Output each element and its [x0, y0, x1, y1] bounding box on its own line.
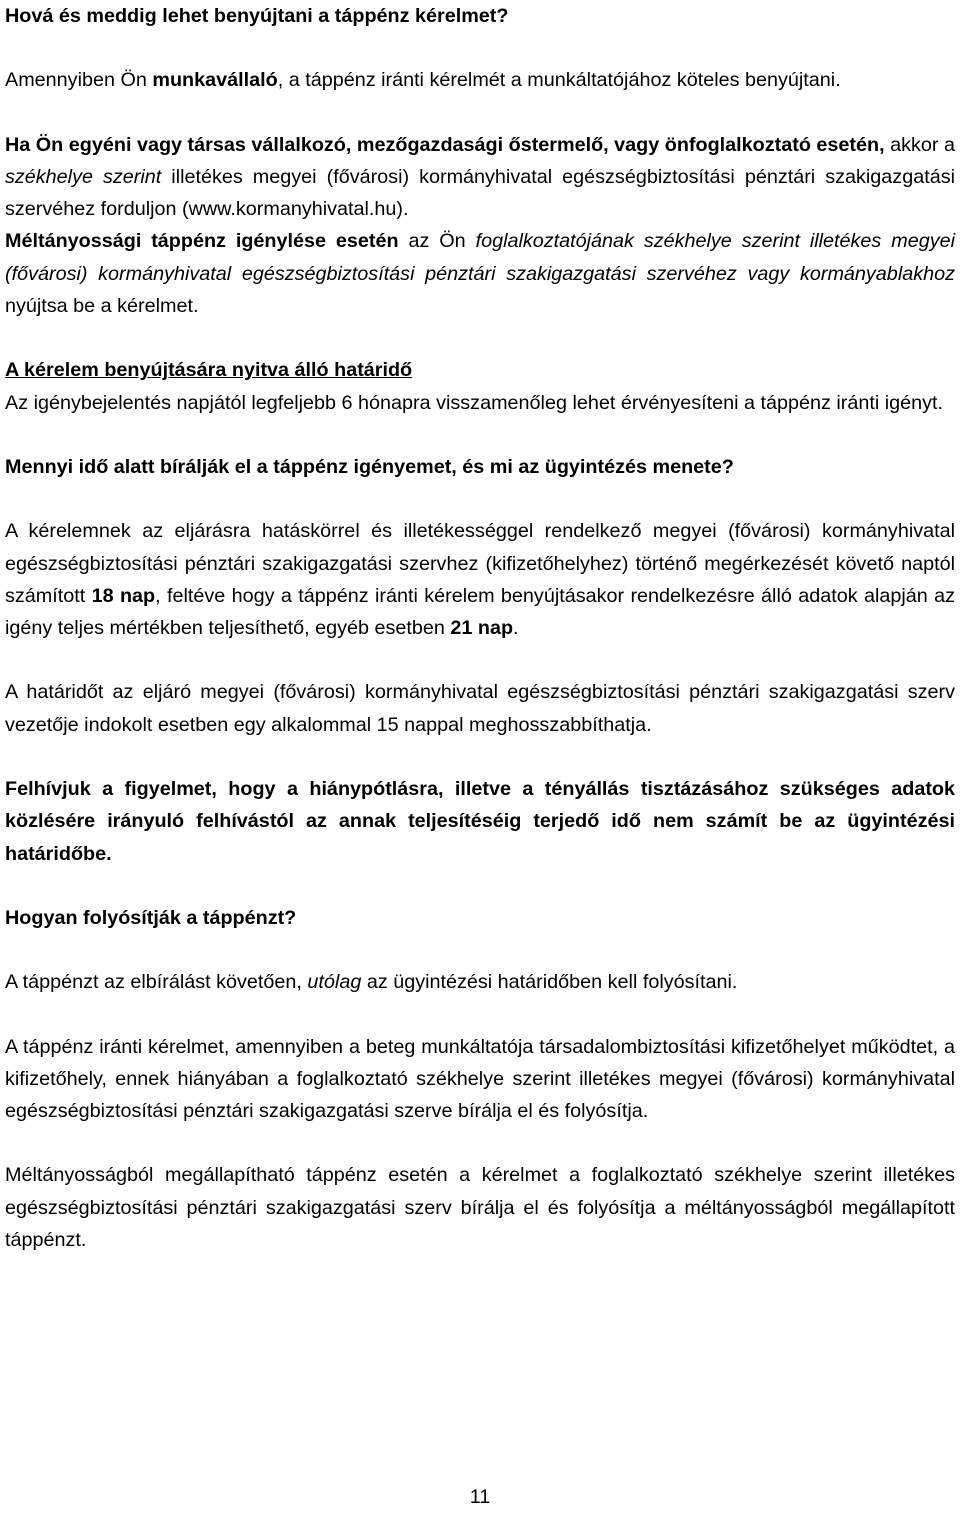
- paragraph-payment-timing: A táppénzt az elbírálást követően, utólag az ügyintézési határidőben kell folyósítani.: [5, 971, 738, 994]
- paragraph-employee: Amennyiben Ön munkavállaló, a táppénz iránti kérelmét a munkáltatójához köteles benyújtani.: [5, 69, 841, 92]
- heading-payment: Hogyan folyósítják a táppénzt?: [5, 906, 297, 929]
- paragraph-notice: Felhívjuk a figyelmet, hogy a hiánypótlásra, illetve a tényállás tisztázásához szükséges adatok közlésére irányuló felhívástól az annak teljesítéséig terjedő idő nem számít be az ügyintézési határidőbe.: [5, 778, 955, 865]
- paragraph-entrepreneur: Ha Ön egyéni vagy társas vállalkozó, mezőgazdasági őstermelő, vagy önfoglalkoztató esetén, akkor a székhelye szerint illetékes megyei (fővárosi) kormányhivatal egészségbiztosítási pénztári szakigazgatási szervéhez forduljon (www.kormanyhivatal.hu).: [5, 133, 955, 221]
- spacer: [5, 97, 955, 129]
- spacer: [5, 870, 955, 902]
- paragraph-equity-sick-pay: Méltányossági táppénz igénylése esetén az Ön foglalkoztatójának székhelye szerint illetékes megyei (fővárosi) kormányhivatal egészségbiztosítási pénztári szakigazgatási szervéhez vagy kormányablakhoz nyújtsa be a kérelmet.: [5, 230, 955, 318]
- paragraph-deadline: Az igénybejelentés napjától legfeljebb 6 hónapra visszamenőleg lehet érvényesíteni a táppénz iránti igényt.: [5, 391, 944, 414]
- paragraph-processing-days: A kérelemnek az eljárásra hatáskörrel és illetékességgel rendelkező megyei (fővárosi) kormányhivatal egészségbiztosítási pénztári szakigazgatási szervhez (kifizetőhelyhez) történő megérkezését követő naptól számított 18 nap, feltéve hogy a táppénz iránti kérelem benyújtásakor rendelkezésre álló adatok alapján az igény teljes mértékben teljesíthető, egyéb esetben 21 nap.: [5, 520, 955, 640]
- spacer: [5, 999, 955, 1031]
- spacer: [5, 644, 955, 676]
- heading-deadline: A kérelem benyújtására nyitva álló határidő: [5, 359, 413, 382]
- spacer: [5, 741, 955, 773]
- spacer: [5, 483, 955, 515]
- paragraph-equity-payment: Méltányosságból megállapítható táppénz esetén a kérelmet a foglalkoztató székhelye szerint illetékes egészségbiztosítási pénztári szakigazgatási szerv bírálja el és folyósítja a méltányosságból megállapított táppénzt.: [5, 1164, 955, 1252]
- paragraph-payment-office: A táppénz iránti kérelmet, amennyiben a beteg munkáltatója társadalombiztosítási kifizetőhelyet működtet, a kifizetőhely, ennek hiányában a foglalkoztató székhelye szerint illetékes megyei (fővárosi) kormányhivatal egészségbiztosítási pénztári szakigazgatási szerve bírálja el és folyósítja.: [5, 1035, 955, 1123]
- paragraph-extension: A határidőt az eljáró megyei (fővárosi) kormányhivatal egészségbiztosítási pénztári szakigazgatási szerv vezetője indokolt esetben egy alkalommal 15 nappal meghosszabbíthatja.: [5, 681, 955, 736]
- page-number: 11: [469, 1486, 491, 1508]
- spacer: [5, 1127, 955, 1159]
- spacer: [5, 322, 955, 354]
- document-body: [5, 0, 955, 1256]
- bold-employee: munkavállaló: [152, 69, 278, 92]
- heading-where-to-submit: Hová és meddig lehet benyújtani a táppénz kérelmet?: [5, 5, 509, 27]
- spacer: [5, 32, 955, 64]
- spacer: [5, 419, 955, 451]
- spacer: [5, 934, 955, 966]
- heading-processing-time: Mennyi idő alatt bírálják el a táppénz igényemet, és mi az ügyintézés menete?: [5, 455, 734, 478]
